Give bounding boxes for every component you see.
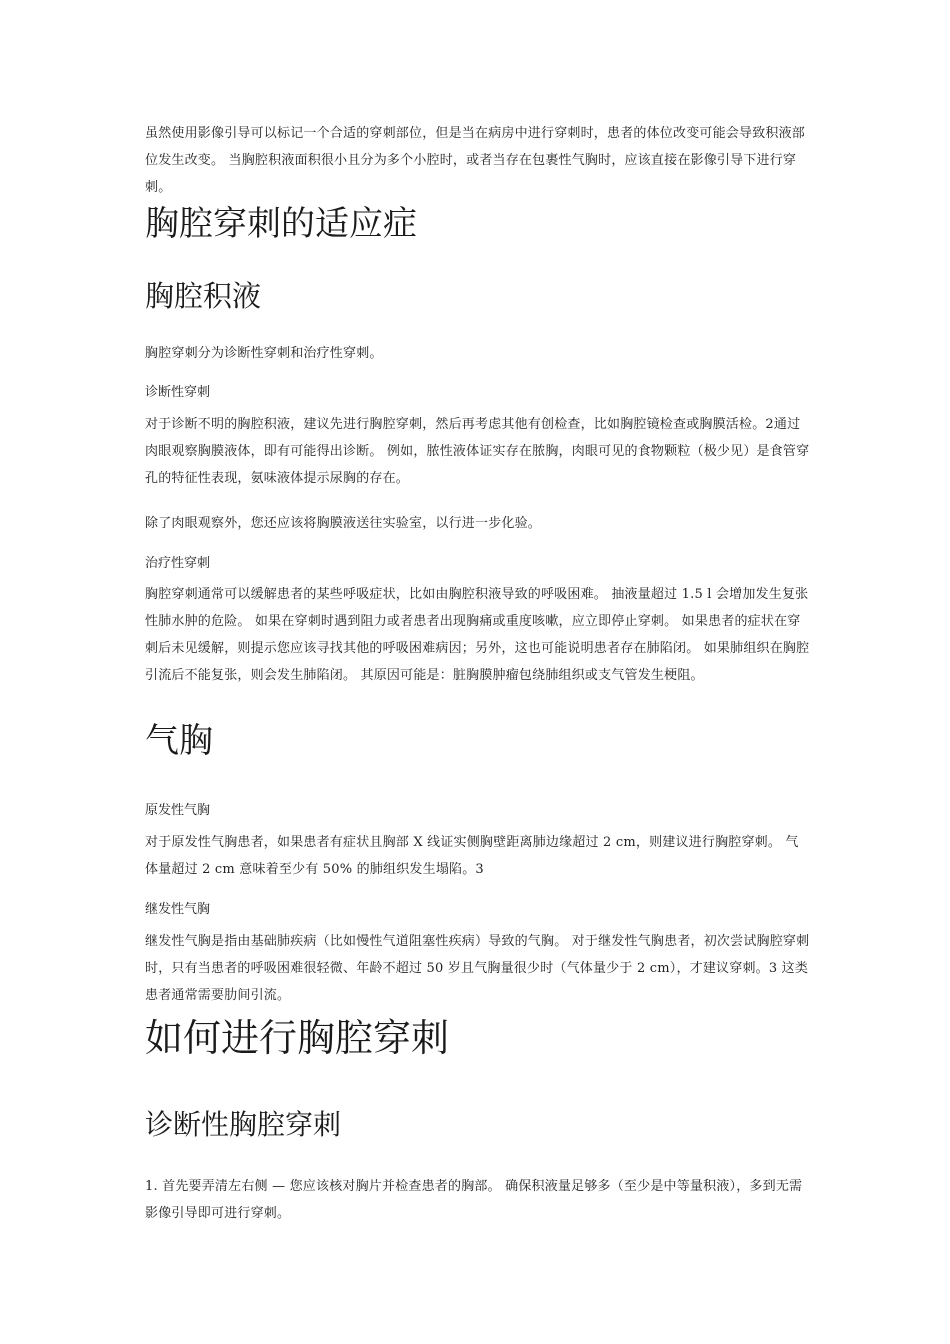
- effusion-heading: 胸腔积液: [145, 279, 262, 313]
- intro-paragraph: 虽然使用影像引导可以标记一个合适的穿刺部位，但是当在病房中进行穿刺时，患者的体位改变可能会导致积液部位发生改变。 当胸腔积液面积很小且分为多个小腔时，或者当存在包裹性气胸时，应该直接在影像引导下进行穿刺。: [145, 126, 806, 195]
- secondary-paragraph: 继发性气胸是指由基础肺疾病（比如慢性气道阻塞性疾病）导致的气胸。 对于继发性气胸患者，初次尝试胸腔穿刺时，只有当患者的呼吸困难很轻微、年龄不超过 50 岁且气胸量很少时（气体量少于 2 cm），才建议穿刺。3 这类患者通常需要肋间引流。: [145, 934, 810, 1003]
- secondary-label: 继发性气胸: [145, 902, 211, 917]
- procedure-step-1: 1. 首先要弄清左右侧 — 您应该核对胸片并检查患者的胸部。 确保积液量足够多（至少是中等量积液），多到无需影像引导即可进行穿刺。: [145, 1179, 803, 1221]
- therapeutic-paragraph: 胸腔穿刺通常可以缓解患者的某些呼吸症状，比如由胸腔积液导致的呼吸困难。 抽液量超过 1.5 l 会增加发生复张性肺水肿的危险。 如果在穿刺时遇到阻力或者患者出现胸痛或重度咳嗽，应立即停止穿刺。 如果患者的症状在穿刺后未见缓解，则提示您应该寻找其他的呼吸困难病因；另外，这也可能说明患者存在肺陷闭。 如果肺组织在胸腔引流后不能复张，则会发生肺陷闭。 其原因可能是：脏胸膜肿瘤包绕肺组织或支气管发生梗阻。: [145, 587, 810, 683]
- lab-paragraph: 除了肉眼观察外，您还应该将胸膜液送往实验室，以行进一步化验。: [145, 516, 542, 531]
- effusion-intro: 胸腔穿刺分为诊断性穿刺和治疗性穿刺。: [145, 346, 383, 361]
- primary-paragraph: 对于原发性气胸患者，如果患者有症状且胸部 X 线证实侧胸壁距离肺边缘超过 2 cm，则建议进行胸腔穿刺。 气体量超过 2 cm 意味着至少有 50% 的肺组织发生塌陷。3: [145, 835, 799, 877]
- indications-heading: 胸腔穿刺的适应症: [145, 204, 417, 244]
- primary-label: 原发性气胸: [145, 803, 211, 818]
- pneumothorax-heading: 气胸: [145, 721, 213, 761]
- howto-heading: 如何进行胸腔穿刺: [145, 1016, 450, 1060]
- diagnostic-paragraph: 对于诊断不明的胸腔积液，建议先进行胸腔穿刺，然后再考虑其他有创检查，比如胸腔镜检查或胸膜活检。2通过肉眼观察胸膜液体，即有可能得出诊断。 例如，脓性液体证实存在脓胸，肉眼可见的食物颗粒（极少见）是食管穿孔的特征性表现，氨味液体提示尿胸的存在。: [145, 417, 810, 486]
- diagnostic-label: 诊断性穿刺: [145, 385, 211, 400]
- diagnostic-procedure-heading: 诊断性胸腔穿刺: [145, 1108, 342, 1141]
- therapeutic-label: 治疗性穿刺: [145, 556, 211, 571]
